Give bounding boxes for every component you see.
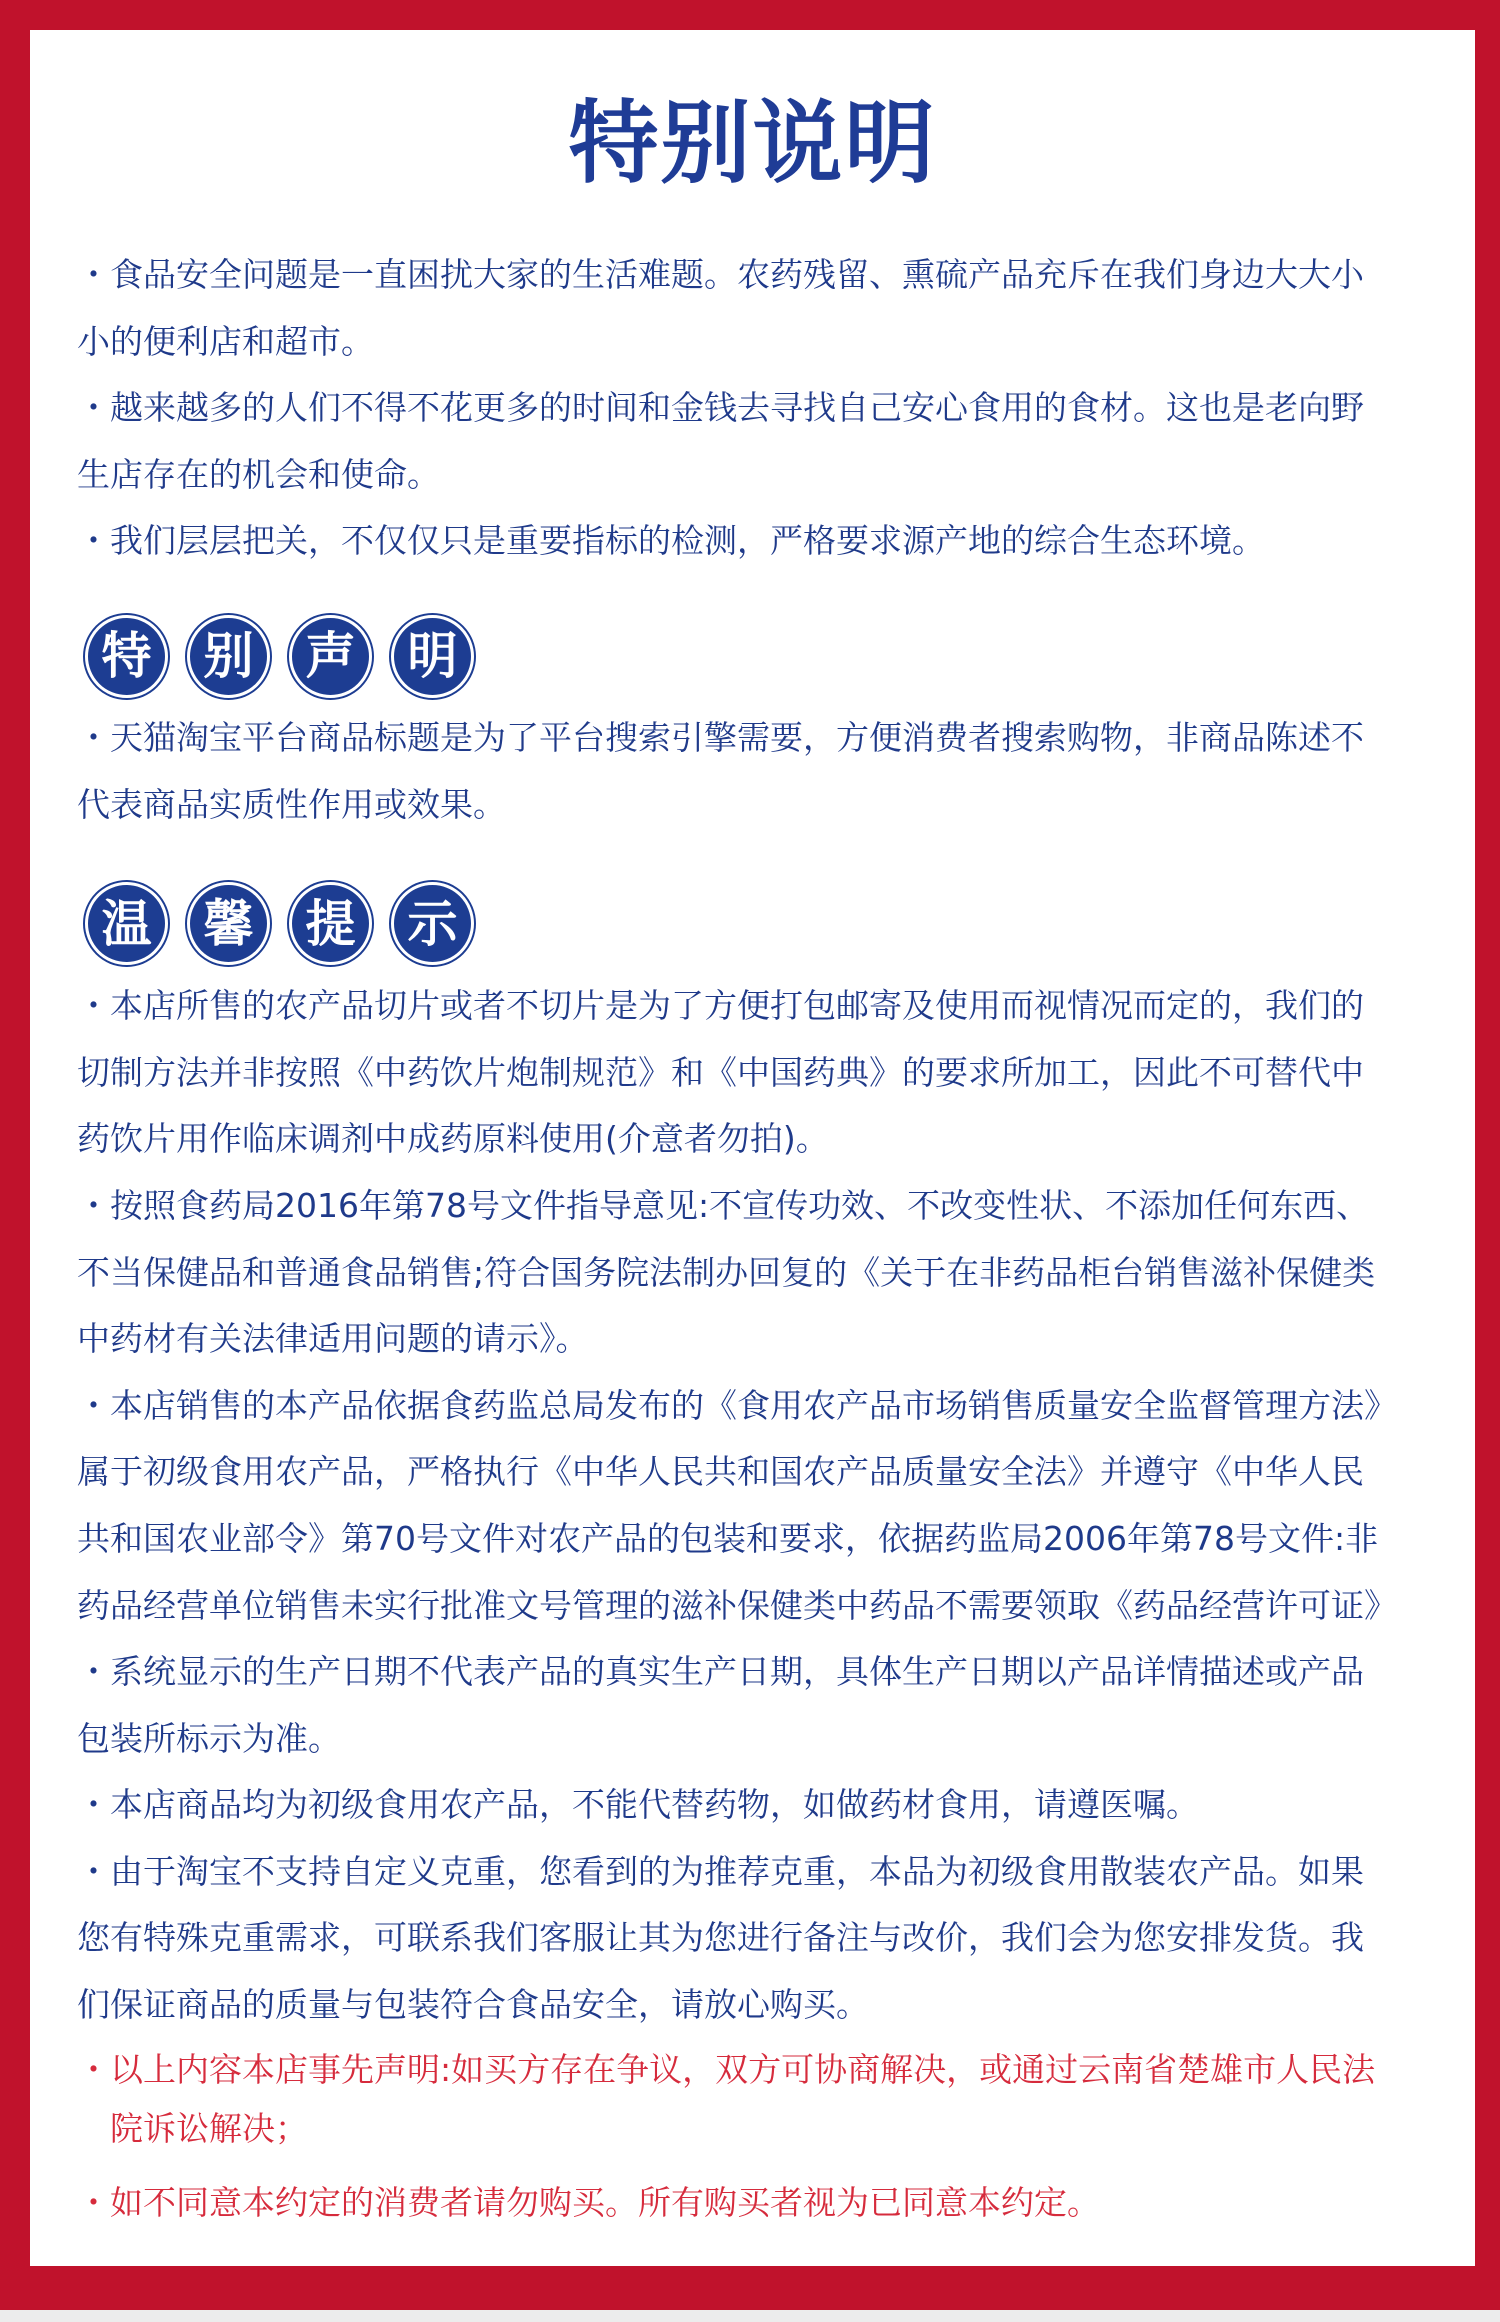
- reminder-section: [30, 973, 1475, 2039]
- notice-panel: [30, 30, 1475, 2266]
- reminder-paragraph-2-line-1: ・按照食药局2016年第78号文件指导意见:不宣传功效、不改变性状、不添加任何东西、: [77, 1185, 1370, 1225]
- intro-paragraph-2-line-2: 生店存在的机会和使命。: [77, 454, 440, 494]
- reminder-paragraph-3-line-3: 共和国农业部令》第70号文件对农产品的包装和要求，依据药监局2006年第78号文件:非: [77, 1518, 1379, 1558]
- declaration-paragraph-1-line-2: 代表商品实质性作用或效果。: [77, 784, 506, 824]
- dispute-notice-line-2: 院诉讼解决；: [110, 2108, 308, 2148]
- reminder-paragraph-1-line-3: 药饮片用作临床调剂中成药原料使用(介意者勿拍)。: [77, 1119, 829, 1159]
- reminder-paragraph-6-line-1: ・由于淘宝不支持自定义克重，您看到的为推荐克重，本品为初级食用散装农产品。如果: [77, 1851, 1364, 1891]
- reminder-paragraph-6-line-2: 您有特殊克重需求，可联系我们客服让其为您进行备注与改价，我们会为您安排发货。我: [77, 1918, 1364, 1958]
- reminder-paragraph-2-line-3: 中药材有关法律适用问题的请示》。: [77, 1319, 589, 1359]
- reminder-paragraph-3-line-1: ・本店销售的本产品依据食药监总局发布的《食用农产品市场销售质量安全监督管理方法》: [77, 1385, 1397, 1425]
- intro-section: [30, 242, 1475, 575]
- agreement-notice-line-1: ・如不同意本约定的消费者请勿购买。所有购买者视为已同意本约定。: [77, 2182, 1100, 2222]
- reminder-badge-2: 馨: [187, 882, 270, 965]
- bottom-edge: [0, 2310, 1500, 2322]
- declaration-badge-3: 声: [289, 615, 372, 698]
- reminder-paragraph-4-line-2: 包装所标示为准。: [77, 1718, 341, 1758]
- reminder-paragraph-5-line-1: ・本店商品均为初级食用农产品，不能代替药物，如做药材食用，请遵医嘱。: [77, 1785, 1199, 1825]
- reminder-paragraph-3-line-2: 属于初级食用农产品，严格执行《中华人民共和国农产品质量安全法》并遵守《中华人民: [77, 1452, 1364, 1492]
- reminder-heading: [30, 882, 1475, 965]
- reminder-badge-3: 提: [289, 882, 372, 965]
- reminder-paragraph-3-line-4: 药品经营单位销售未实行批准文号管理的滋补保健类中药品不需要领取《药品经营许可证》: [77, 1585, 1397, 1625]
- declaration-paragraph-1-line-1: ・天猫淘宝平台商品标题是为了平台搜索引擎需要，方便消费者搜索购物，非商品陈述不: [77, 717, 1364, 757]
- declaration-badge-1: 特: [85, 615, 168, 698]
- reminder-paragraph-1-line-2: 切制方法并非按照《中药饮片炮制规范》和《中国药典》的要求所加工，因此不可替代中: [77, 1052, 1364, 1092]
- intro-paragraph-2-line-1: ・越来越多的人们不得不花更多的时间和金钱去寻找自己安心食用的食材。这也是老向野: [77, 388, 1364, 428]
- declaration-badge-2: 别: [187, 615, 270, 698]
- intro-paragraph-1-line-1: ・食品安全问题是一直困扰大家的生活难题。农药残留、熏硫产品充斥在我们身边大大小: [77, 255, 1364, 294]
- page-title: 特别说明: [568, 91, 937, 196]
- reminder-paragraph-1-line-1: ・本店所售的农产品切片或者不切片是为了方便打包邮寄及使用而视情况而定的，我们的: [77, 986, 1364, 1026]
- declaration-badge-4: 明: [391, 615, 474, 698]
- intro-paragraph-3-line-1: ・我们层层把关，不仅仅只是重要指标的检测，严格要求源产地的综合生态环境。: [77, 521, 1265, 561]
- intro-paragraph-1-line-2: 小的便利店和超市。: [77, 321, 374, 361]
- declaration-heading: [30, 615, 1475, 698]
- dispute-notice-line-1: ・以上内容本店事先声明:如买方存在争议，双方可协商解决，或通过云南省楚雄市人民法: [77, 2049, 1376, 2089]
- reminder-badge-1: 温: [85, 882, 168, 965]
- reminder-paragraph-4-line-1: ・系统显示的生产日期不代表产品的真实生产日期，具体生产日期以产品详情描述或产品: [77, 1652, 1364, 1692]
- dispute-notice: [30, 2040, 1475, 2158]
- reminder-paragraph-6-line-3: 们保证商品的质量与包装符合食品安全，请放心购买。: [77, 1985, 869, 2025]
- reminder-badge-4: 示: [391, 882, 474, 965]
- agreement-notice: [30, 2170, 1475, 2236]
- reminder-paragraph-2-line-2: 不当保健品和普通食品销售;符合国务院法制办回复的《关于在非药品柜台销售滋补保健类: [77, 1252, 1376, 1292]
- declaration-section: [30, 705, 1475, 838]
